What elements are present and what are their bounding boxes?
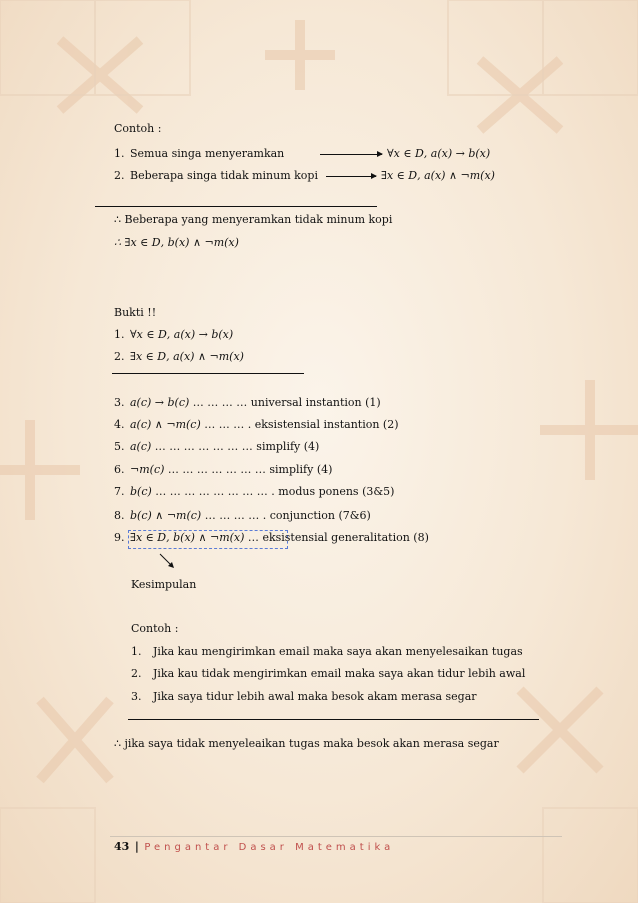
step-reason: eksistensial generalitation (8) — [262, 531, 429, 544]
contoh2-heading: Contoh : — [131, 622, 179, 635]
premise-text: Beberapa singa tidak minum kopi — [130, 169, 318, 182]
premise-number: 2. — [114, 169, 125, 182]
bukti-premise-1 — [114, 328, 233, 342]
step-number: 7. — [114, 485, 125, 498]
contoh1-premise-2 — [114, 169, 318, 183]
bukti-step-7 — [114, 485, 394, 499]
bukti-step-6 — [114, 463, 332, 477]
premise-text: Jika saya tidur lebih awal maka besok akam merasa segar — [153, 690, 477, 703]
step-formula: 𝑎(𝑐) → 𝑏(𝑐) — [130, 396, 190, 409]
bukti-heading: Bukti !! — [114, 306, 157, 319]
step-reason: simplify (4) — [269, 463, 333, 476]
step-number: 5. — [114, 440, 125, 453]
premise-number: 1. — [131, 645, 142, 658]
step-reason: simplify (4) — [256, 440, 320, 453]
step-dots: … … … … — [189, 396, 248, 409]
contoh1-premise-1 — [114, 147, 284, 161]
step-reason: universal instantion (1) — [250, 396, 381, 409]
contoh2-premise-1 — [131, 645, 523, 659]
step-number: 6. — [114, 463, 125, 476]
implication-arrow — [320, 154, 382, 155]
divider-line — [112, 373, 304, 374]
contoh1-conclusion-text: ∴ Beberapa yang menyeramkan tidak minum kopi — [114, 213, 393, 226]
step-formula: 𝑎(𝑐) — [130, 440, 152, 453]
premise-formula: ∀𝑥 ∈ 𝐷, 𝑎(𝑥) → 𝑏(𝑥) — [130, 328, 234, 341]
footer-divider — [110, 836, 562, 837]
bukti-premise-2 — [114, 350, 244, 364]
step-formula: 𝑏(𝑐) ∧ ¬𝑚(𝑐) — [130, 509, 202, 522]
bukti-step-9 — [114, 531, 429, 545]
premise-number: 3. — [131, 690, 142, 703]
premise-text: Jika kau tidak mengirimkan email maka saya akan tidur lebih awal — [153, 667, 526, 680]
step-dots: … … … . — [200, 418, 252, 431]
footer-separator: | — [134, 840, 139, 853]
premise-number: 2. — [131, 667, 142, 680]
contoh2-premise-3 — [131, 690, 477, 704]
premise-number: 1. — [114, 147, 125, 160]
bukti-step-8 — [114, 509, 371, 523]
premise-number: 2. — [114, 350, 125, 363]
step-reason: conjunction (7&6) — [269, 509, 371, 522]
step-number: 3. — [114, 396, 125, 409]
implication-arrow — [326, 176, 376, 177]
step-dots: … … … … … … … — [151, 440, 253, 453]
step-dots: … … … … … … … … . — [151, 485, 275, 498]
contoh1-formula-1: ∀𝑥 ∈ 𝐷, 𝑎(𝑥) → 𝑏(𝑥) — [387, 147, 491, 160]
kesimpulan-label: Kesimpulan — [131, 578, 197, 591]
step-reason: eksistensial instantion (2) — [254, 418, 399, 431]
step-reason: modus ponens (3&5) — [278, 485, 395, 498]
page-footer — [114, 840, 394, 855]
contoh1-conclusion-formula: ∴ ∃𝑥 ∈ 𝐷, 𝑏(𝑥) ∧ ¬𝑚(𝑥) — [114, 236, 239, 249]
divider-line — [128, 719, 539, 720]
step-formula: 𝑏(𝑐) — [130, 485, 152, 498]
bukti-step-5 — [114, 440, 319, 454]
book-title: Pengantar Dasar Matematika — [144, 842, 395, 853]
contoh2-premise-2 — [131, 667, 525, 681]
contoh1-formula-2: ∃𝑥 ∈ 𝐷, 𝑎(𝑥) ∧ ¬𝑚(𝑥) — [381, 169, 495, 182]
page-number: 43 — [114, 840, 130, 853]
step-dots: … … … … . — [201, 509, 267, 522]
bukti-step-3 — [114, 396, 381, 410]
step-formula: ¬𝑚(𝑐) — [130, 463, 165, 476]
premise-text: Semua singa menyeramkan — [130, 147, 285, 160]
step-formula: ∃𝑥 ∈ 𝐷, 𝑏(𝑥) ∧ ¬𝑚(𝑥) — [130, 531, 245, 544]
step-number: 4. — [114, 418, 125, 431]
step-number: 9. — [114, 531, 125, 544]
step-dots: … … … … … … … — [164, 463, 266, 476]
step-number: 8. — [114, 509, 125, 522]
contoh1-heading: Contoh : — [114, 122, 162, 135]
step-dots: … — [244, 531, 259, 544]
bukti-step-4 — [114, 418, 399, 432]
premise-number: 1. — [114, 328, 125, 341]
premise-formula: ∃𝑥 ∈ 𝐷, 𝑎(𝑥) ∧ ¬𝑚(𝑥) — [130, 350, 244, 363]
divider-line — [95, 206, 377, 207]
step-formula: 𝑎(𝑐) ∧ ¬𝑚(𝑐) — [130, 418, 201, 431]
contoh2-conclusion: ∴ jika saya tidak menyeleaikan tugas maka besok akan merasa segar — [114, 737, 499, 750]
pointer-arrow-icon — [158, 553, 178, 571]
premise-text: Jika kau mengirimkan email maka saya akan menyelesaikan tugas — [153, 645, 523, 658]
